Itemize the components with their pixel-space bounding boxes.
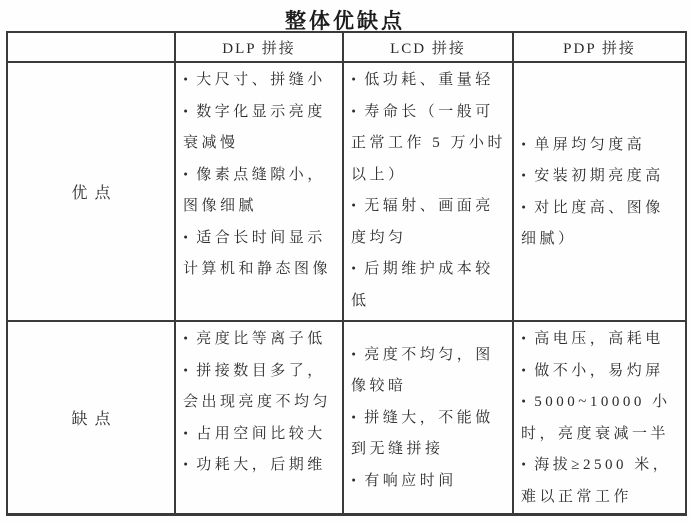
bullet-icon: •: [521, 363, 526, 378]
list-item: [183, 324, 337, 356]
list-item-text: 亮度比等离子低: [196, 331, 326, 347]
list-item-text: 拼接数目多了，会出现亮度不均匀: [183, 362, 332, 410]
bullet-icon: •: [183, 230, 188, 245]
list-item: [521, 193, 680, 256]
list-item-text: 适合长时间显示计算机和静态图像: [183, 229, 332, 277]
page-title: 整体优缺点: [285, 9, 405, 33]
list-item: [183, 419, 337, 451]
bullet-icon: •: [351, 348, 356, 362]
list-item-text: 后期维护成本较低: [351, 261, 494, 309]
bullet-icon: •: [183, 73, 188, 87]
list-item: [183, 65, 337, 97]
list-item: [183, 97, 337, 160]
list-item: [351, 466, 507, 498]
header-cell-empty: [7, 32, 175, 62]
list-item: [351, 403, 507, 466]
bullet-icon: •: [351, 474, 356, 488]
bullet-icon: •: [183, 332, 188, 346]
list-item: [521, 324, 680, 356]
list-item: [183, 450, 337, 482]
header-row: [7, 32, 686, 62]
list-item: [521, 130, 680, 162]
bullet-icon: •: [521, 137, 526, 152]
list-item-text: 亮度不均匀，图像较暗: [351, 346, 494, 395]
list-item: [351, 254, 507, 317]
list-item-text: 占用空间比较大: [196, 425, 326, 442]
bullet-icon: •: [521, 458, 526, 472]
disadvantages-row-label: 缺点: [7, 321, 175, 515]
header-cell-lcd: LCD 拼接: [343, 32, 513, 62]
list-item: [183, 223, 337, 286]
bullet-icon: •: [351, 73, 356, 87]
list-item-text: 做不小，易灼屏: [534, 362, 664, 379]
disadvantages-lcd-cell: [343, 321, 513, 515]
advantages-row-label: 优点: [7, 62, 175, 321]
list-item-text: 5000~10000 小时，亮度衰减一半: [521, 394, 671, 442]
bullet-icon: •: [521, 395, 526, 409]
list-item: [521, 450, 680, 513]
list-item-text: 大尺寸、拼缝小: [196, 72, 326, 88]
list-item: [351, 340, 507, 403]
bullet-icon: •: [351, 411, 356, 425]
bullet-icon: •: [351, 104, 356, 119]
list-item: [521, 356, 680, 388]
header-cell-pdp: PDP 拼接: [513, 32, 686, 62]
advantages-pdp-cell: [513, 62, 686, 321]
advantages-dlp-cell: [175, 62, 343, 321]
list-item: [521, 387, 680, 450]
list-item-text: 海拔≥2500 米，难以正常工作: [521, 457, 672, 505]
bullet-icon: •: [351, 262, 356, 276]
list-item-text: 无辐射、画面亮度均匀: [351, 198, 494, 246]
list-item-text: 高电压，高耗电: [534, 331, 664, 347]
disadvantages-row: [7, 321, 686, 515]
list-item-text: 单屏均匀度高: [534, 136, 646, 153]
list-item: [521, 161, 680, 193]
list-item-text: 安装初期亮度高: [534, 168, 664, 184]
list-item-text: 像素点缝隙小，图像细腻: [183, 166, 326, 214]
advantages-lcd-cell: [343, 62, 513, 321]
bullet-icon: •: [183, 426, 188, 441]
bullet-icon: •: [521, 169, 526, 183]
bullet-icon: •: [183, 167, 188, 182]
list-item-text: 低功耗、重量轻: [364, 72, 494, 88]
list-item-text: 功耗大，后期维: [196, 457, 326, 473]
list-item-text: 有响应时间: [364, 472, 457, 489]
list-item: [183, 160, 337, 223]
advantages-row: [7, 62, 686, 321]
bullet-icon: •: [183, 458, 188, 472]
disadvantages-dlp-cell: [175, 321, 343, 515]
bullet-icon: •: [521, 200, 526, 215]
list-item: [351, 97, 507, 192]
bullet-icon: •: [183, 363, 188, 378]
bullet-icon: •: [351, 199, 356, 213]
bullet-icon: •: [183, 104, 188, 119]
list-item: [351, 191, 507, 254]
list-item: [183, 356, 337, 419]
comparison-table: [6, 31, 687, 516]
list-item: [351, 65, 507, 97]
bullet-icon: •: [521, 332, 526, 346]
disadvantages-pdp-cell: [513, 321, 686, 515]
list-item-text: 对比度高、图像细腻）: [521, 199, 664, 247]
list-item-text: 拼缝大，不能做到无缝拼接: [351, 409, 494, 458]
list-item-text: 寿命长（一般可正常工作 5 万小时以上）: [351, 103, 507, 183]
list-item-text: 数字化显示亮度衰减慢: [183, 103, 326, 151]
header-cell-dlp: DLP 拼接: [175, 32, 343, 62]
